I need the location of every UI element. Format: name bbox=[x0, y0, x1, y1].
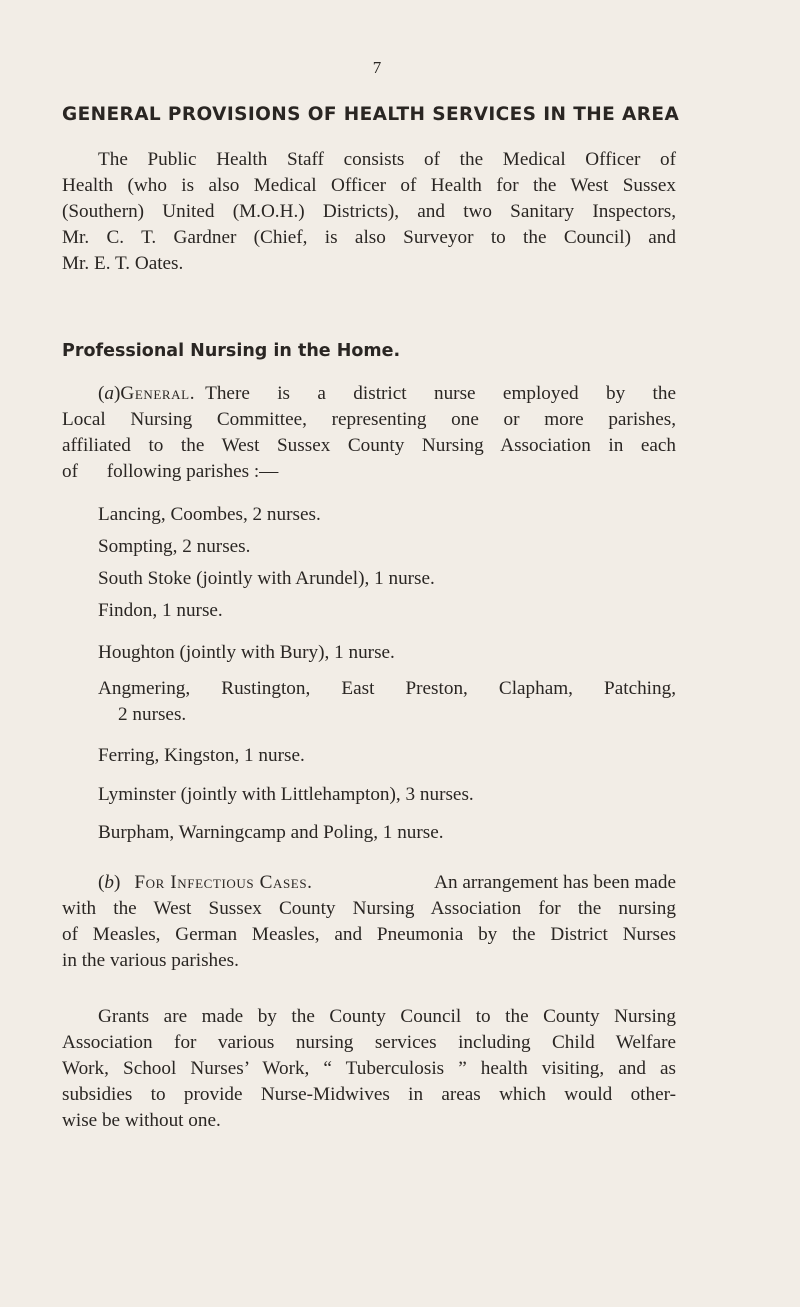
grants-line-1: Grants are made by the County Council to the County Nursing bbox=[98, 1006, 676, 1027]
infectious-marker: (b) bbox=[98, 872, 121, 893]
section-title: Professional Nursing in the Home. bbox=[62, 341, 401, 361]
grants-line-3: Work, School Nurses’ Work, “ Tuberculosis ” health visiting, and as bbox=[62, 1058, 676, 1079]
parish-item: Lyminster (jointly with Littlehampton), 3 nurses. bbox=[98, 784, 474, 805]
grants-line-4: subsidies to provide Nurse-Midwives in areas which would other- bbox=[62, 1084, 676, 1105]
infectious-line-4: in the various parishes. bbox=[62, 950, 239, 971]
general-line-3: affiliated to the West Sussex County Nursing Association in each bbox=[62, 435, 676, 456]
general-line-1 bbox=[98, 381, 676, 407]
infectious-line-2: with the West Sussex County Nursing Association for the nursing bbox=[62, 898, 676, 919]
parish-item: Ferring, Kingston, 1 nurse. bbox=[98, 745, 305, 766]
infectious-line-1 bbox=[98, 870, 676, 896]
general-marker: (a) bbox=[98, 383, 121, 404]
parish-item: Burpham, Warningcamp and Poling, 1 nurse. bbox=[98, 822, 444, 843]
intro-line-4: Mr. C. T. Gardner (Chief, is also Surveyor to the Council) and bbox=[62, 227, 676, 248]
general-label: General. bbox=[120, 383, 196, 404]
parish-item: Findon, 1 nurse. bbox=[98, 600, 223, 621]
parish-item: Sompting, 2 nurses. bbox=[98, 536, 251, 557]
infectious-line-3: of Measles, German Measles, and Pneumonia by the District Nurses bbox=[62, 924, 676, 945]
page-number: 7 bbox=[372, 58, 382, 77]
grants-line-2: Association for various nursing services including Child Welfare bbox=[62, 1032, 676, 1053]
general-line-1-rest: There is a district nurse employed by the bbox=[205, 383, 676, 404]
intro-line-2: Health (who is also Medical Officer of Health for the West Sussex bbox=[62, 175, 676, 196]
general-line-4: of following parishes :— bbox=[62, 461, 279, 482]
parish-item: Houghton (jointly with Bury), 1 nurse. bbox=[98, 642, 395, 663]
parish-item-continuation: 2 nurses. bbox=[118, 704, 187, 725]
parish-item: Lancing, Coombes, 2 nurses. bbox=[98, 504, 321, 525]
parish-item: South Stoke (jointly with Arundel), 1 nurse. bbox=[98, 568, 435, 589]
general-line-2: Local Nursing Committee, representing one or more parishes, bbox=[62, 409, 676, 430]
grants-line-5: wise be without one. bbox=[62, 1110, 221, 1131]
intro-line-1: The Public Health Staff consists of the Medical Officer of bbox=[98, 149, 676, 170]
parish-item: Angmering, Rustington, East Preston, Clapham, Patching, bbox=[98, 678, 676, 699]
page-heading: GENERAL PROVISIONS OF HEALTH SERVICES IN THE AREA bbox=[62, 104, 680, 125]
infectious-label: For Infectious Cases. bbox=[134, 872, 313, 893]
intro-line-5: Mr. E. T. Oates. bbox=[62, 253, 184, 274]
intro-line-3: (Southern) United (M.O.H.) Districts), and two Sanitary Inspectors, bbox=[62, 201, 676, 222]
infectious-line-1-rest: An arrangement has been made bbox=[434, 872, 676, 893]
